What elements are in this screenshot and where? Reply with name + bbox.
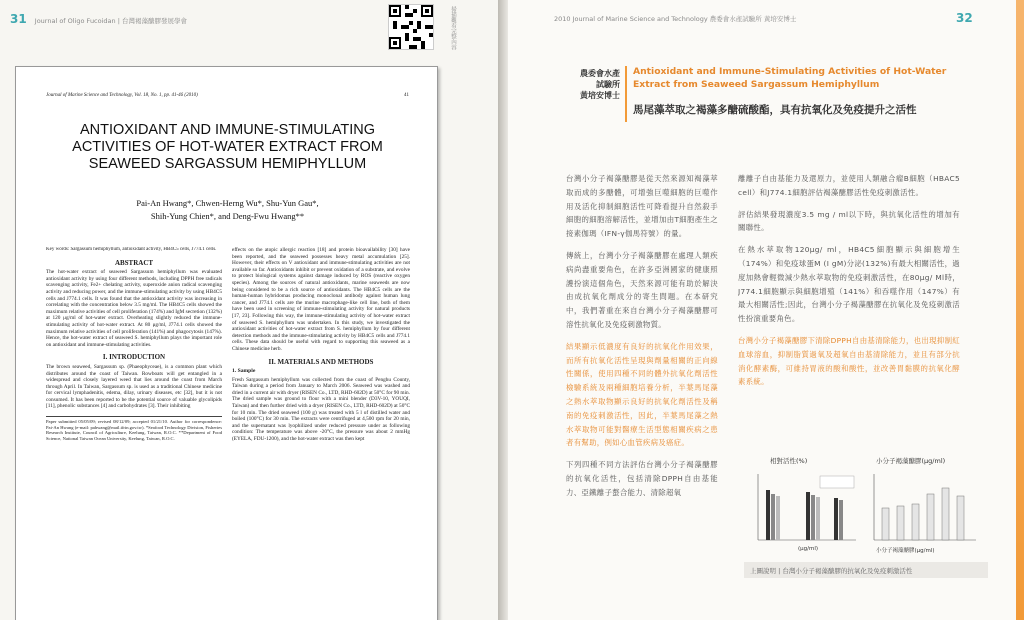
english-title: Antioxidant and Immune-Stimulating Activities of Hot-Water Extract from Seaweed Sargassum Hemiphyllum — [633, 66, 947, 90]
abstract-text: The hot-water extract of seaweed Sargassum hemiphyllum was evaluated antioxidant activity by using four different methods, including DPPH free radicals scavenging activity, Fe2+ chelating activity, superoxide anion radical scavenging activity and reducing power, and the immune-stimulating activity by using HB4C5 cells and J774.1 cells. It was found that the antioxidant activity was increasing in correlating with the concentration below 3.5 mg/ml. The HB4C5 cells showed the maximum relative activities of cell proliferation (174%) and IgM secretion (132%) at 120 μg/ml of hot-water extract. Overheating slightly reduced the immune-stimulating activity of hot-water extract. At 80 μg/ml, J774.1 cells showed the maximum relative activities of cell proliferation (141%) and phagocytosis (147%). Hence, the hot-water extract of seaweed S. hemiphyllum plays the important role on antioxidant and immune-stimulating activities. — [46, 269, 222, 348]
right-chart-xlabel: 小分子褐藻醣膠(μg/ml) — [876, 548, 935, 554]
figure-charts — [744, 457, 984, 570]
bar — [882, 508, 889, 540]
paragraph: 離離子自由基能力及還原力，並使用人類融合瘤B細胞（HBAC5 cell）和J774.1細胞評估褐藻醣膠活性免疫刺激活性。 — [738, 174, 960, 197]
paragraph: 評估結果發現濃度3.5 mg / ml以下時，與抗氧化活性的增加有關聯性。 — [738, 209, 960, 233]
right-chart-title: 小分子褐藻醣膠(μg/ml) — [876, 457, 946, 465]
orange-edge-tab — [1016, 0, 1024, 620]
journal-line: Journal of Marine Science and Technology, Vol. 18, No. 1, pp. 41-46 (2010) 41 — [46, 93, 409, 98]
paper-scan — [15, 66, 438, 620]
paper-authors: Pai-An Hwang*, Chwen-Herng Wu*, Shu-Yun Gau*, Shih-Yung Chien*, and Deng-Fwu Hwang** — [136, 198, 319, 221]
highlighted-paragraph: 台灣小分子褐藻醣膠下清除DPPH自由基清除能力，也出現抑制紅血球溶血，抑制脂質過氧及超氧自由基清除能力，並且有部分抗消化酵素酶，可維持胃液的酸和酸性，並改善胃黏膜的抗氧化酵素系統。 — [738, 335, 960, 387]
right-page — [508, 0, 1024, 620]
qr-caption: 掃描觀看完整內容 — [450, 6, 456, 50]
figure-svg — [744, 470, 984, 558]
left-chart-title: 相對活性(%) — [770, 457, 808, 465]
sample-text: Fresh Sargassum hemiphyllum was collected from the coast of Penghu County, Taiwan during a period from January to March 2006. Seaweed was washed and dried in a current air with dryer (RISEN Co., LTD, RHD-602D) at 50°C for 90 min. The dried sample was ground to flour with a mini blender (D3V-10, YOUQI, Taiwan) and then further dried with a dryer (RISEN Co., LTD, RHD-602D) at 50°C for 10 min. The dried seaweed (100 g) was treated with 5 l of distilled water and boiled (100°C) for 30 min. The extracts were centrifuged at 4,500 rpm for 20 min, and the supernatant was lyophilized under reduced pressure under as following condition: The temperature was above -20°C, the pressure was about 2 mmHg (EYELA, FDU-1200), and the hot-water extract was then kept — [232, 376, 410, 443]
column-two-text: effects on the atopic allergic reaction [18] and protein bioavailability [30] have been reported, and the seaweed possesses heavy metal accumulation [25]. However, their effects on V antioxidant and immune-stimulating activities are not available so far. Antioxidants inhibit or prevent oxidation of a substrate, and evolve to protect biological systems against damage induced by ROS (reactive oxygen species). Among the sources of natural antioxidants, marine seaweeds are now being considered to be a rich source of antioxidants. The HB4C5 cells are the human-human hybridomas producing monoclonal antibody against human lung cancer, and J774.1 cells are the murine macrophage-like cell line, both of them have been used in screening of immune-stimulating activity for natural products [17, 23]. Following this way, the immune-stimulating activity of hot-water extract of seaweed S. hemiphyllum was undertaken. In this study, we investigated the antioxidant activities of hot-water extract from S. hemiphyllum by four different detection methods and the immune-stimulating activity by HB4C5 cells and J774.1 cells. These data should be useful with regard to supporting this seaweed as a Chinese medicine herb. — [232, 247, 410, 352]
left-page — [0, 0, 498, 620]
bar — [957, 496, 964, 540]
book-gutter — [498, 0, 508, 620]
left-running-head — [10, 12, 187, 26]
sample-heading: 1. Sample — [232, 368, 256, 375]
bar — [806, 492, 810, 540]
paragraph: 在熱水萃取物120μg/ ml，HB4C5細胞顯示與細胞增生（174%）和免疫球蛋M (I gM)分泌(132%)有最大相關活性，過度加熱會輕微減少熱水萃取物的免疫刺激活性，在80μg/ Ml時，J774.1細胞顯示與細胞增殖（141%）和吞噬作用（147%）有最大相關活性;因此，台灣小分子褐藻醣膠在抗氧化及免疫刺激活性扮演重要角色。 — [738, 245, 960, 324]
paper-title: ANTIOXIDANT AND IMMUNE-STIMULATING ACTIVITIES OF HOT-WATER EXTRACT FROM SEAWEED SARGASSUM HEMIPHYLLUM — [72, 122, 383, 172]
bar — [816, 497, 820, 540]
left-chart-xlabel: (μg/ml) — [798, 546, 819, 552]
chinese-column-left — [566, 172, 718, 612]
title-divider — [625, 66, 627, 122]
qr-code-icon[interactable] — [388, 4, 434, 50]
bar — [927, 494, 934, 540]
bar — [839, 500, 843, 540]
figure-caption: 上圖說明 | 台灣小分子褐藻醣膠的抗氧化及免疫刺激活性 — [744, 562, 988, 578]
bar — [771, 494, 775, 540]
bar — [912, 504, 919, 540]
bar — [811, 495, 815, 540]
paper-footnote: Paper submitted 05/05/09; revised 08/12/09; accepted 01/21/10. Author for correspondence: Pai-An Hwang (e-mail: pahwang@mail.tfrin.gov.tw). *Seafood Technology Division, Fisheries Research Institute, Council of Agriculture, Keelung, Taiwan, R.O.C. **Department of Food Science, National Taiwan Ocean University, Keelung, Taiwan, R.O.C. — [46, 416, 222, 441]
left-running-head-text: Journal of Oligo Fucoidan | 台灣褐藻醣膠發展學會 — [34, 17, 187, 25]
right-running-head: 2010 Journal of Marine Science and Technology 農委會水產試驗所 黃培安博士 — [554, 15, 797, 23]
introduction-text: The brown seaweed, Sargassum sp. (Phaeophyceae), is a common plant which distributes around the coast of Taiwan. Rowboats will get entangled in a widespread and closely layered weed that lies around the coast from March through April. In Taiwan, Sargassum sp. is used as a traditional Chinese medicine for cervical lymphadenitis, edema, dilay, urinary diseases, etc [32], but it is not consumed. It has been reported to be the potential source of valuable glycolipids [11], phenolic substances [4] and carbohydrates [3]. Their inhibiting — [46, 363, 222, 410]
paragraph: 傳統上，台灣小分子褐藻醣膠在處理人類疾病尚盡重要角色，在許多亞洲國家的健康照護扮演這個角色，天然來源可能有助於解決由成抗氧化劑成分的寄生問題。在本研究中，我們著重在來自台灣小分子褐藻醣膠可溶性抗氧化及免疫刺激物質。 — [566, 250, 718, 329]
methods-heading: II. MATERIALS AND METHODS — [268, 357, 374, 366]
bar — [942, 488, 949, 540]
keywords: Key words: Sargassum hemiphyllum, antioxidant activity, HB4C5 cells, J774.1 cells. — [46, 247, 217, 252]
affiliation: 農委會水產 試驗所 黃培安博士 — [580, 69, 620, 100]
paper-column-right — [232, 247, 410, 617]
paper-page-number: 41 — [404, 93, 409, 98]
paper-column-left — [46, 247, 222, 617]
highlighted-paragraph: 結果顯示低濃度有良好的抗氧化作用效果，而所有抗氧化活性呈現與劑量相關的正向線性關係，使用四種不同的體外抗氧化劑活性檢驗系統及兩種細胞培養分析，半葉馬尾藻之熱水萃取物顯示良好的抗氧化劑活性及稱南的免疫刺激活性，因此，半葉馬尾藻之熱水萃取物可能對醫療生活型態相關疾病之患者有幫助，例如心血管疾病及癌症。 — [566, 341, 718, 448]
chinese-title: 馬尾藻萃取之褐藻多醣硫酸酯，具有抗氧化及免疫提升之活性 — [633, 104, 917, 116]
abstract-heading: ABSTRACT — [114, 258, 154, 267]
chinese-column-right — [738, 172, 960, 462]
bar — [766, 490, 770, 540]
bar — [834, 498, 838, 540]
left-page-number: 31 — [10, 12, 27, 26]
bar — [897, 506, 904, 540]
introduction-heading: I. INTRODUCTION — [102, 353, 166, 362]
bar — [776, 496, 780, 540]
right-page-number: 32 — [956, 11, 973, 25]
paragraph: 台灣小分子褐藻醣膠是從天然來源知褐藻萃取而成的多醣體，可增強巨噬細胞的巨噬作用及活化抑制細胞活性可降看提升自然殺手細胞的細胞溶解活性，並增加由T細胞產生之接素伽瑪（IFN-γ伽馬符號）的量。 — [566, 174, 718, 239]
paragraph: 下列四種不同方法評估台灣小分子褐藻醣膠的抗氧化活性，包括清除DPPH自由基能力、亞鐵離子螯合能力、清除超氧 — [566, 460, 718, 497]
